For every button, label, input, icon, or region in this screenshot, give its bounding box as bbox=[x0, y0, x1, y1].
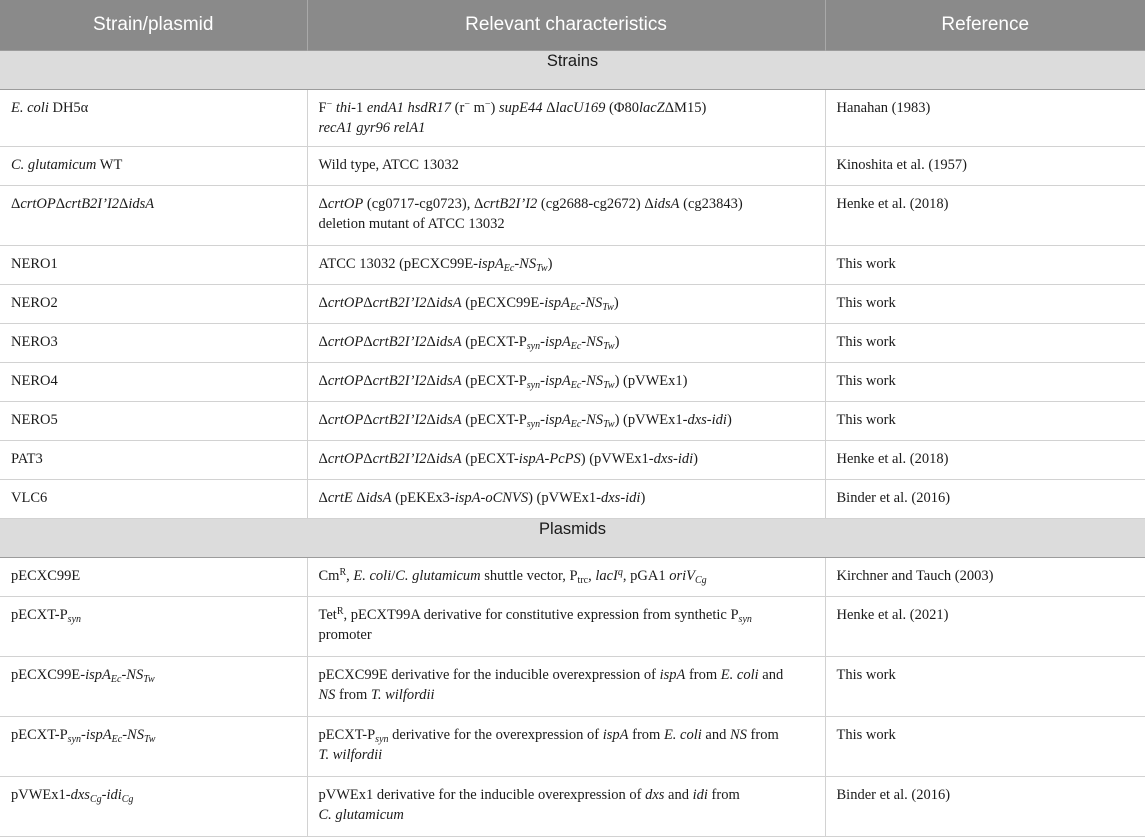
strain-characteristics: ΔcrtOPΔcrtB2I’I2ΔidsA $(pECXT-P_{syn}-ispA_{Ec}-NS_{Tw})$ bbox=[307, 324, 825, 363]
plasmid-characteristics: pECXT-$P_{syn}$ derivative for the overexpression of ispA from E. coli and NS from T. wilfordii bbox=[307, 717, 825, 777]
plasmid-characteristics: pVWEx1 derivative for the inducible overexpression of dxs and idi from C. glutamicum bbox=[307, 777, 825, 837]
section-strains-label: Strains bbox=[0, 51, 1145, 90]
plasmid-reference: Kirchner and Tauch (2003) bbox=[825, 558, 1145, 597]
plasmid-reference: Henke et al. (2021) bbox=[825, 597, 1145, 657]
strain-name: NERO1 bbox=[0, 246, 307, 285]
strain-characteristics: ΔcrtOPΔcrtB2I’I2ΔidsA $(pECXT-P_{syn}-ispA_{Ec}-NS_{Tw})$ (pVWEx1-dxs-idi) bbox=[307, 402, 825, 441]
strain-characteristics: ATCC 13032 $(pECXC99E-ispA_{Ec}-NS_{Tw})$ bbox=[307, 246, 825, 285]
table-row bbox=[0, 363, 1145, 402]
plasmid-reference: This work bbox=[825, 717, 1145, 777]
table-header-row bbox=[0, 0, 1145, 51]
strain-name: E. coli DH5α bbox=[0, 90, 307, 147]
plasmid-name: pECXT-$P_{syn}-ispA_{Ec}-NS_{Tw}$ bbox=[0, 717, 307, 777]
strain-name: PAT3 bbox=[0, 441, 307, 480]
strain-reference: This work bbox=[825, 246, 1145, 285]
plasmid-name: pECXC99E bbox=[0, 558, 307, 597]
table-row bbox=[0, 777, 1145, 837]
strain-reference: Henke et al. (2018) bbox=[825, 186, 1145, 246]
plasmid-name: pECXT-$P_{syn}$ bbox=[0, 597, 307, 657]
table-row bbox=[0, 285, 1145, 324]
plasmid-name: pVWEx1-dxs$_{Cg}$-idi$_{Cg}$ bbox=[0, 777, 307, 837]
section-strains bbox=[0, 51, 1145, 90]
table-row bbox=[0, 441, 1145, 480]
plasmid-reference: Binder et al. (2016) bbox=[825, 777, 1145, 837]
table-row bbox=[0, 147, 1145, 186]
strain-reference: Hanahan (1983) bbox=[825, 90, 1145, 147]
strain-name: VLC6 bbox=[0, 480, 307, 519]
strain-characteristics: ΔcrtE ΔidsA (pEKEx3-ispA-oCNVS) (pVWEx1-dxs-idi) bbox=[307, 480, 825, 519]
strain-name: NERO2 bbox=[0, 285, 307, 324]
strain-characteristics: ΔcrtOPΔcrtB2I’I2ΔidsA (pECXT-ispA-PcPS) (pVWEx1-dxs-idi) bbox=[307, 441, 825, 480]
table-row bbox=[0, 657, 1145, 717]
plasmid-reference: This work bbox=[825, 657, 1145, 717]
strain-characteristics: F− thi-1 endA1 hsdR17 (r− m−) supE44 ΔlacU169 (Φ80lacZΔM15) recA1 gyr96 relA1 bbox=[307, 90, 825, 147]
section-plasmids-label: Plasmids bbox=[0, 519, 1145, 558]
section-plasmids bbox=[0, 519, 1145, 558]
table-row bbox=[0, 402, 1145, 441]
strain-name: NERO5 bbox=[0, 402, 307, 441]
table-row bbox=[0, 717, 1145, 777]
table-row bbox=[0, 186, 1145, 246]
header-reference: Reference bbox=[825, 0, 1145, 51]
plasmid-characteristics: Tet$^R$, pECXT99A derivative for constitutive expression from synthetic $P_{syn}$ promoter bbox=[307, 597, 825, 657]
header-strain-plasmid: Strain/plasmid bbox=[0, 0, 307, 51]
strain-characteristics: ΔcrtOPΔcrtB2I’I2ΔidsA $(pECXT-P_{syn}-ispA_{Ec}-NS_{Tw})$ (pVWEx1) bbox=[307, 363, 825, 402]
strain-reference: This work bbox=[825, 285, 1145, 324]
strain-reference: Kinoshita et al. (1957) bbox=[825, 147, 1145, 186]
strain-name: C. glutamicum WT bbox=[0, 147, 307, 186]
strain-characteristics: Wild type, ATCC 13032 bbox=[307, 147, 825, 186]
table-row bbox=[0, 480, 1145, 519]
table-row bbox=[0, 597, 1145, 657]
strain-characteristics: ΔcrtOP (cg0717-cg0723), ΔcrtB2I’I2 (cg2688-cg2672) ΔidsA (cg23843) deletion mutant of ATCC 13032 bbox=[307, 186, 825, 246]
strain-reference: Binder et al. (2016) bbox=[825, 480, 1145, 519]
header-relevant-characteristics: Relevant characteristics bbox=[307, 0, 825, 51]
strain-reference: Henke et al. (2018) bbox=[825, 441, 1145, 480]
strain-reference: This work bbox=[825, 324, 1145, 363]
strain-reference: This work bbox=[825, 402, 1145, 441]
plasmid-name: $pECXC99E-ispA_{Ec}-NS_{Tw}$ bbox=[0, 657, 307, 717]
table-row bbox=[0, 246, 1145, 285]
strain-characteristics: ΔcrtOPΔcrtB2I’I2ΔidsA $(pECXC99E-ispA_{Ec}-NS_{Tw})$ bbox=[307, 285, 825, 324]
table-row bbox=[0, 90, 1145, 147]
strain-reference: This work bbox=[825, 363, 1145, 402]
plasmid-characteristics: $Cm^R$, E. coli/C. glutamicum shuttle vector, $P_{trc}$, lacI$^q$, pGA1 oriV$_{Cg}$ bbox=[307, 558, 825, 597]
table-row bbox=[0, 558, 1145, 597]
strain-name: NERO3 bbox=[0, 324, 307, 363]
table-row bbox=[0, 324, 1145, 363]
strain-name: NERO4 bbox=[0, 363, 307, 402]
plasmid-characteristics: pECXC99E derivative for the inducible overexpression of ispA from E. coli and NS from T. wilfordii bbox=[307, 657, 825, 717]
strain-name: ΔcrtOPΔcrtB2I’I2ΔidsA bbox=[0, 186, 307, 246]
